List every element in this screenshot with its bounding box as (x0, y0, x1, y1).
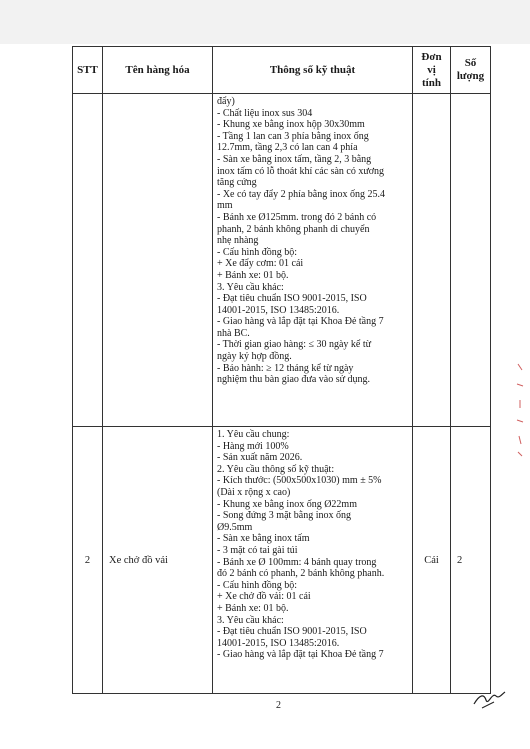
header-spec: Thông số kỹ thuật (213, 47, 413, 94)
spec-line: - Đạt tiêu chuẩn ISO 9001-2015, ISO (217, 626, 367, 638)
spec-cell (213, 427, 413, 694)
spec-line: - Khung xe bằng inox hộp 30x30mm (217, 119, 365, 131)
spec-line: inox tấm có lỗ thoát khí các sàn có xương (217, 165, 385, 177)
stt-cell (73, 94, 103, 427)
spec-line: - Sản xuất năm 2026. (217, 452, 303, 464)
spec-line: 1. Yêu cầu chung: (217, 429, 290, 440)
header-stt: STT (73, 47, 103, 94)
specification-table (72, 46, 491, 694)
spec-line: - Song đứng 3 mặt bằng inox ống (217, 510, 352, 522)
spec-lines (217, 96, 408, 386)
spec-line: Ø9.5mm (217, 521, 253, 533)
spec-cell (213, 94, 413, 427)
spec-line: - Khung xe bằng inox ống Ø22mm (217, 498, 357, 510)
spec-line: - Tầng 1 lan can 3 phía bằng inox ống (217, 130, 369, 142)
spec-line: - Cấu hình đồng bộ: (217, 246, 297, 258)
spec-line: đẩy) (217, 96, 235, 107)
spec-line: - Sàn xe bằng inox tấm, tầng 2, 3 bằng (217, 153, 372, 165)
spec-line: - Bánh xe Ø125mm. trong đó 2 bánh có (217, 211, 377, 223)
scan-top-band (0, 0, 530, 44)
spec-line: ngày ký hợp đồng. (217, 351, 292, 363)
page-number: 2 (276, 700, 281, 711)
spec-line: - Sàn xe bằng inox tấm (217, 533, 310, 545)
spec-line: - Bánh xe Ø 100mm: 4 bánh quay trong (217, 556, 377, 568)
spec-line: đó 2 bánh có phanh, 2 bánh không phanh. (217, 568, 385, 580)
spec-line: + Bánh xe: 01 bộ. (217, 269, 289, 281)
table-row (73, 94, 491, 427)
stt-cell: 2 (73, 427, 103, 694)
header-name: Tên hàng hóa (103, 47, 213, 94)
spec-line: 14001-2015, ISO 13485:2016. (217, 637, 340, 649)
spec-line: - 3 mặt có tai gài túi (217, 544, 298, 556)
table-header-row (73, 47, 491, 94)
spec-line: - Xe có tay đẩy 2 phía bằng inox ống 25.4 (217, 188, 386, 200)
spec-line: + Xe đẩy cơm: 01 cái (217, 258, 304, 270)
spec-line: - Hàng mới 100% (217, 440, 289, 452)
spec-line: 2. Yêu cầu thông số kỹ thuật: (217, 463, 335, 475)
qty-cell: 2 (451, 427, 491, 694)
name-cell: Xe chở đồ vải (103, 427, 213, 694)
spec-line: 14001-2015, ISO 13485:2016. (217, 304, 340, 316)
spec-line: - Cấu hình đồng bộ: (217, 579, 297, 591)
margin-annotation-mark (514, 360, 526, 460)
header-unit: Đơn vị tính (413, 47, 451, 94)
spec-line: - Thời gian giao hàng: ≤ 30 ngày kể từ (217, 339, 372, 351)
spec-line: nhẹ nhàng (217, 235, 259, 247)
header-qty: Số lượng (451, 47, 491, 94)
spec-line: - Kích thước: (500x500x1030) mm ± 5% (217, 475, 382, 487)
spec-line: mm (217, 200, 233, 212)
unit-cell (413, 94, 451, 427)
table-row (73, 427, 491, 694)
spec-line: (Dài x rộng x cao) (217, 486, 291, 498)
spec-line: 3. Yêu cầu khác: (217, 281, 284, 293)
qty-cell (451, 94, 491, 427)
spec-line: + Xe chở đồ vải: 01 cái (217, 591, 311, 603)
spec-line: - Giao hàng và lắp đặt tại Khoa Đẻ tầng 7 (217, 649, 384, 661)
spec-line: 3. Yêu cầu khác: (217, 614, 284, 626)
signature-mark (472, 688, 506, 710)
spec-line: phanh, 2 bánh không phanh di chuyển (217, 223, 370, 235)
unit-cell: Cái (413, 427, 451, 694)
spec-line: - Chất liệu inox sus 304 (217, 107, 313, 119)
spec-lines (217, 429, 408, 661)
spec-line: + Bánh xe: 01 bộ. (217, 602, 289, 614)
spec-line: - Giao hàng và lắp đặt tại Khoa Đẻ tầng 7 (217, 316, 384, 328)
spec-line: - Bảo hành: ≥ 12 tháng kể từ ngày (217, 362, 354, 374)
spec-line: nghiệm thu bàn giao đưa vào sử dụng. (217, 374, 371, 386)
spec-line: nhà BC. (217, 327, 250, 339)
spec-line: 12.7mm, tầng 2,3 có lan can 4 phía (217, 142, 358, 154)
spec-line: - Đạt tiêu chuẩn ISO 9001-2015, ISO (217, 293, 367, 305)
name-cell (103, 94, 213, 427)
spec-line: tăng cứng (217, 177, 257, 189)
